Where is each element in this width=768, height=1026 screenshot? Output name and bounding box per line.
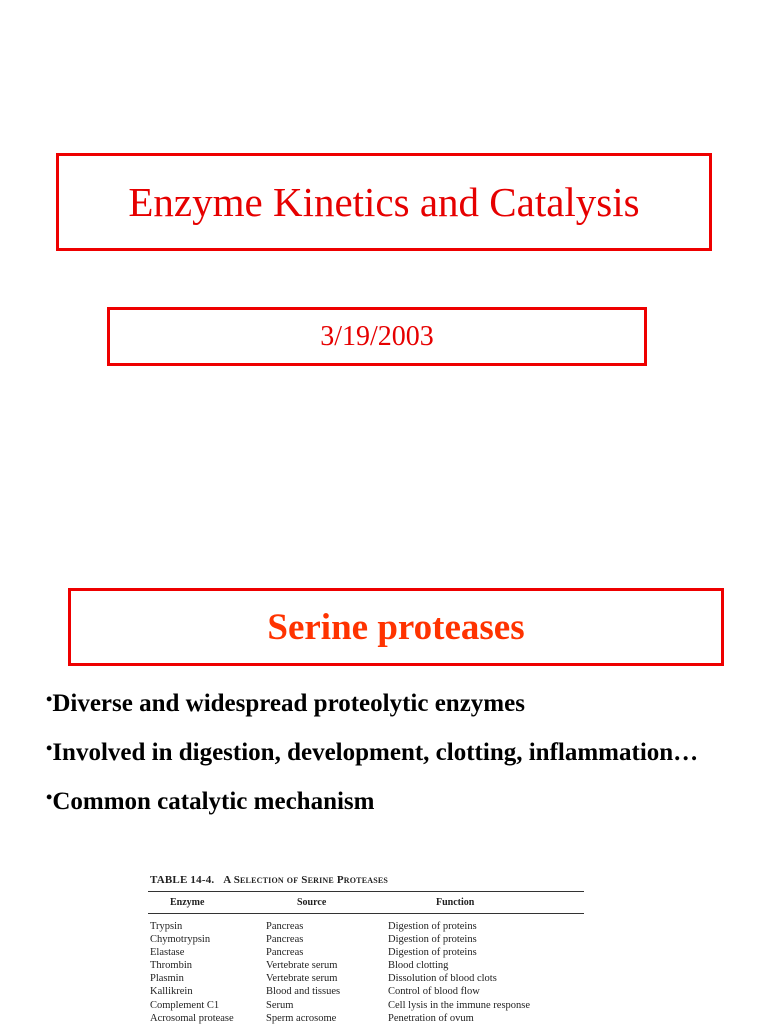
table-row <box>130 960 610 973</box>
table-cell: Vertebrate serum <box>266 973 338 984</box>
bullet-item <box>46 784 746 819</box>
bullet-text: Common catalytic mechanism <box>52 788 375 815</box>
table-cell: Digestion of proteins <box>388 934 477 945</box>
slide-title-box <box>56 153 712 251</box>
table-header-source: Source <box>297 897 327 908</box>
table-top-rule <box>148 891 584 892</box>
table-row <box>130 921 610 934</box>
table-cell: Blood and tissues <box>266 986 341 997</box>
slide-date: 3/19/2003 <box>320 320 434 352</box>
bullet-list <box>46 686 746 833</box>
table-row <box>130 973 610 986</box>
bullet-icon: • <box>46 738 53 758</box>
bullet-text: Involved in digestion, development, clotting, inflammation… <box>52 739 699 766</box>
table-cell: Blood clotting <box>388 960 449 971</box>
table-cell: Acrosomal protease <box>150 1013 234 1024</box>
section-heading: Serine proteases <box>267 606 525 648</box>
table-cell: Control of blood flow <box>388 986 480 997</box>
table-cell: Pancreas <box>266 921 304 932</box>
bullet-item <box>46 735 746 770</box>
table-cell: Plasmin <box>150 973 184 984</box>
table-cell: Digestion of proteins <box>388 947 477 958</box>
date-box <box>107 307 647 366</box>
table-header-rule <box>148 913 584 914</box>
table-header-enzyme: Enzyme <box>170 897 205 908</box>
table-cell: Thrombin <box>150 960 192 971</box>
table-row <box>130 947 610 960</box>
table-label: TABLE 14-4. <box>150 874 215 886</box>
table-cell: Pancreas <box>266 947 304 958</box>
bullet-item <box>46 686 746 721</box>
table-caption <box>150 874 388 886</box>
table-cell: Trypsin <box>150 921 183 932</box>
table-row <box>130 1000 610 1013</box>
serine-protease-table <box>130 860 610 1024</box>
bullet-icon: • <box>46 689 53 709</box>
bullet-icon: • <box>46 787 53 807</box>
bullet-text: Diverse and widespread proteolytic enzymes <box>52 690 525 717</box>
table-cell: Dissolution of blood clots <box>388 973 497 984</box>
table-cell: Pancreas <box>266 934 304 945</box>
table-cell: Complement C1 <box>150 1000 220 1011</box>
table-cell: Digestion of proteins <box>388 921 477 932</box>
section-heading-box <box>68 588 724 666</box>
table-row <box>130 1013 610 1026</box>
table-cell: Serum <box>266 1000 294 1011</box>
table-header-function: Function <box>436 897 475 908</box>
table-row <box>130 986 610 999</box>
table-cell: Cell lysis in the immune response <box>388 1000 531 1011</box>
table-cell: Chymotrypsin <box>150 934 211 945</box>
table-row <box>130 934 610 947</box>
table-cell: Sperm acrosome <box>266 1013 337 1024</box>
table-cell: Elastase <box>150 947 185 958</box>
table-caption-text: A Selection of Serine Proteases <box>223 874 389 886</box>
slide-title: Enzyme Kinetics and Catalysis <box>128 179 640 225</box>
table-cell: Vertebrate serum <box>266 960 338 971</box>
table-cell: Kallikrein <box>150 986 193 997</box>
table-cell: Penetration of ovum <box>388 1013 474 1024</box>
